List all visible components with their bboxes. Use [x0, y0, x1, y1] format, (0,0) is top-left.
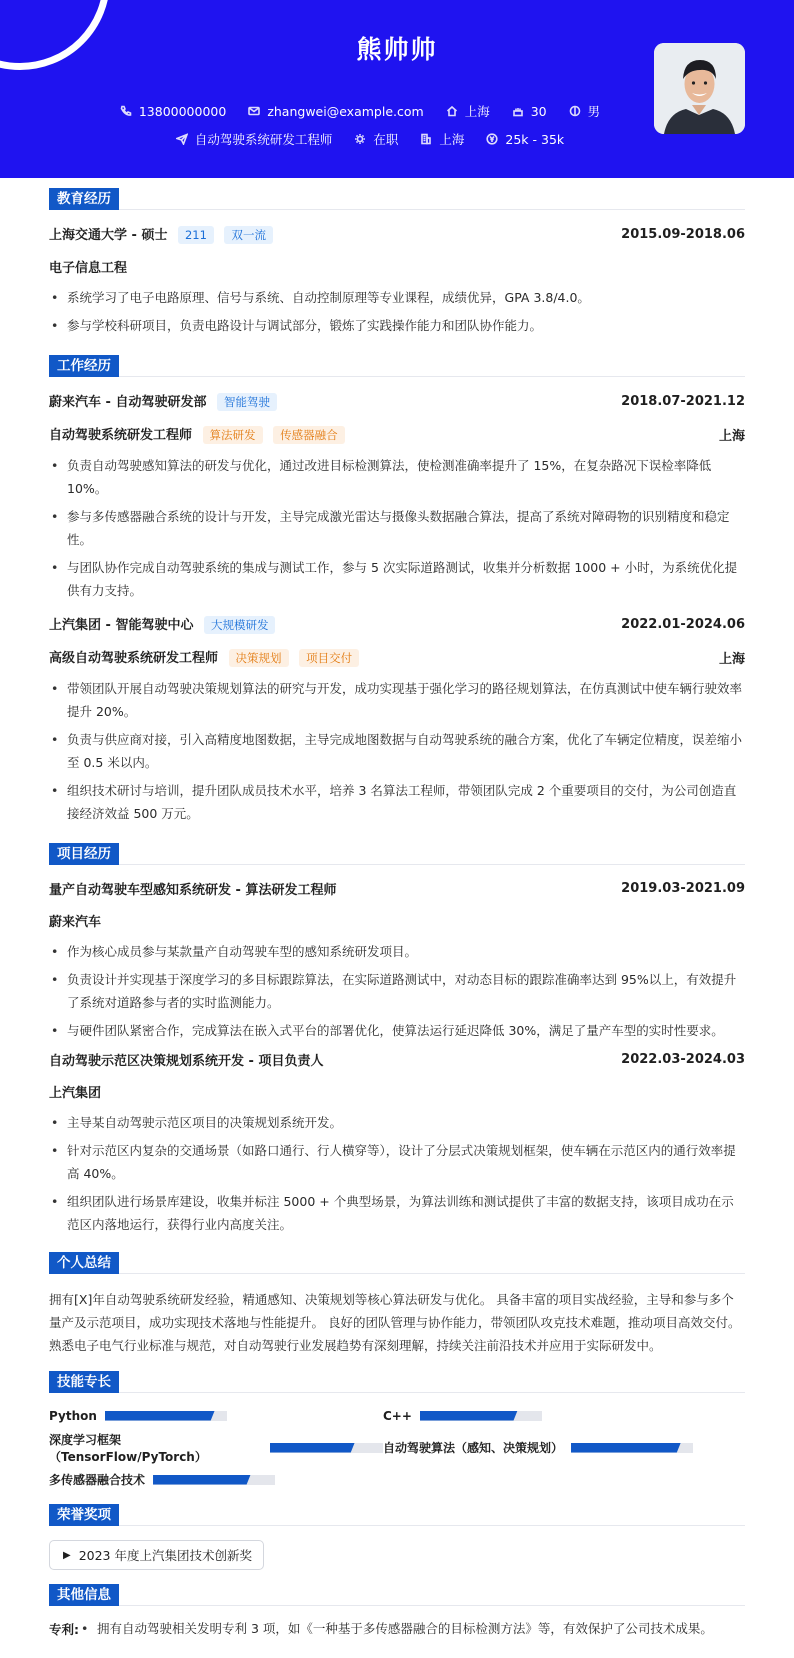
awards-header: [49, 1504, 745, 1526]
projects-header: [49, 843, 745, 865]
project-name: 量产自动驾驶车型感知系统研发 - 算法研发工程师: [49, 883, 337, 898]
section-title: 教育经历: [49, 188, 119, 210]
job-period: 2018.07-2021.12: [621, 393, 745, 409]
skill-bar-fill: [420, 1411, 518, 1421]
send-icon: [176, 133, 188, 145]
major: 电子信息工程: [49, 261, 128, 276]
gender-icon: [569, 105, 581, 117]
skill-item: [49, 1432, 383, 1464]
skill-item: [49, 1473, 383, 1486]
resume-body: [49, 178, 745, 1643]
section-title: 技能专长: [49, 1371, 119, 1393]
skills-header: [49, 1371, 745, 1393]
role-tag: 算法研发: [203, 426, 263, 444]
project-org: 蔚来汽车: [49, 915, 102, 930]
status-icon: [354, 133, 366, 145]
phone-item: [120, 102, 226, 120]
contact-row: [0, 102, 720, 120]
skills-section: [49, 1371, 745, 1486]
email-item: [248, 102, 423, 120]
mail-icon: [248, 105, 260, 117]
summary-header: [49, 1252, 745, 1274]
skill-name: C++: [383, 1408, 412, 1423]
age-icon: [512, 105, 524, 117]
list-item: • 组织团队进行场景库建设，收集并标注 5000 + 个典型场景，为算法训练和测试提供了丰富的数据支持，该项目成功在示范区内落地运行，获得行业内高度关注。: [49, 1190, 745, 1236]
status-text: 在职: [373, 132, 399, 147]
age-item: [512, 102, 547, 120]
skills-grid: [49, 1409, 745, 1486]
skill-item: [383, 1409, 717, 1422]
job-role: 高级自动驾驶系统研发工程师: [49, 651, 219, 666]
job-city: 上海: [718, 428, 745, 444]
list-item: • 作为核心成员参与某款量产自动驾驶车型的感知系统研发项目。: [49, 940, 745, 963]
role-tag: 项目交付: [299, 649, 359, 667]
work-section: [49, 355, 745, 825]
gender-text: 男: [587, 104, 601, 119]
target-city-text: 上海: [439, 132, 465, 147]
skill-bar: [420, 1411, 542, 1421]
hometown-text: 上海: [464, 104, 490, 119]
job-entry: [49, 614, 745, 825]
section-title: 项目经历: [49, 843, 119, 865]
salary-icon: [486, 133, 498, 145]
list-item: • 与硬件团队紧密合作，完成算法在嵌入式平台的部署优化，使算法运行延迟降低 30%，满足了量产车型的实时性要求。: [49, 1019, 745, 1042]
list-item: • 带领团队开展自动驾驶决策规划算法的研究与开发，成功实现基于强化学习的路径规划算法，在仿真测试中使车辆行驶效率提升 20%。: [49, 677, 745, 723]
list-item: • 主导某自动驾驶示范区项目的决策规划系统开发。: [49, 1111, 745, 1134]
section-title: 个人总结: [49, 1252, 119, 1274]
skill-bar-fill: [571, 1443, 681, 1453]
skill-item: [383, 1441, 717, 1454]
caret-right-icon: ▶: [63, 1549, 71, 1561]
resume-header: [0, 0, 794, 178]
project-name: 自动驾驶示范区决策规划系统开发 - 项目负责人: [49, 1054, 324, 1069]
salary-item: [486, 130, 564, 148]
skill-bar: [105, 1411, 227, 1421]
skill-name: 自动驾驶算法（感知、决策规划）: [383, 1441, 564, 1455]
education-period: 2015.09-2018.06: [621, 226, 745, 242]
list-item: • 负责自动驾驶感知算法的研发与优化，通过改进目标检测算法，使检测准确率提升了 15%，在复杂路况下误检率降低 10%。: [49, 454, 745, 500]
skill-name: 深度学习框架（TensorFlow/PyTorch）: [49, 1432, 207, 1464]
target-city-item: [420, 130, 464, 148]
status-item: [354, 130, 398, 148]
hometown-item: [446, 102, 490, 120]
building-icon: [420, 133, 432, 145]
section-title: 工作经历: [49, 355, 119, 377]
school-name: 上海交通大学 - 硕士: [49, 228, 168, 243]
role-tag: 传感器融合: [273, 426, 345, 444]
section-title: 荣誉奖项: [49, 1504, 119, 1526]
award-name: 2023 年度上汽集团技术创新奖: [78, 1548, 252, 1563]
skill-bar-fill: [270, 1443, 355, 1453]
skill-bar: [153, 1475, 275, 1485]
project-period: 2019.03-2021.09: [621, 881, 745, 896]
list-item: • 系统学习了电子电路原理、信号与系统、自动控制原理等专业课程，成绩优异，GPA 3.8/4.0。: [49, 286, 745, 309]
projects-section: [49, 843, 745, 1236]
job-period: 2022.01-2024.06: [621, 616, 745, 632]
age-text: 30: [530, 103, 547, 119]
school-row: [49, 224, 745, 244]
school-tag: 211: [178, 226, 214, 244]
skill-bar: [571, 1443, 693, 1453]
summary-section: [49, 1252, 745, 1357]
target-position-text: 自动驾驶系统研发工程师: [194, 132, 333, 147]
list-item: • 负责设计并实现基于深度学习的多目标跟踪算法，在实际道路测试中，对动态目标的跟踪准确率达到 95%以上，有效提升了系统对道路参与者的实时监测能力。: [49, 968, 745, 1014]
company-name: 蔚来汽车 - 自动驾驶研发部: [49, 395, 207, 410]
list-item: • 针对示范区内复杂的交通场景（如路口通行、行人横穿等），设计了分层式决策规划框架，使车辆在示范区内的通行效率提高 40%。: [49, 1139, 745, 1185]
job-city: 上海: [718, 651, 745, 667]
education-section: [49, 188, 745, 337]
other-header: [49, 1584, 745, 1606]
list-item: • 参与学校科研项目，负责电路设计与调试部分，锻炼了实践操作能力和团队协作能力。: [49, 314, 745, 337]
company-tag: 智能驾驶: [217, 393, 277, 411]
patent-row: [49, 1620, 745, 1643]
skill-name: 多传感器融合技术: [49, 1473, 146, 1487]
target-position-item: [176, 130, 333, 148]
project-entry: [49, 879, 745, 1042]
gender-item: [569, 102, 601, 120]
project-org: 上汽集团: [49, 1086, 102, 1101]
other-section: [49, 1584, 745, 1643]
list-item: • 参与多传感器融合系统的设计与开发，主导完成激光雷达与摄像头数据融合算法，提高了系统对障碍物的识别精度和稳定性。: [49, 505, 745, 551]
awards-section: [49, 1504, 745, 1570]
project-entry: [49, 1050, 745, 1236]
salary-text: 25k - 35k: [505, 131, 565, 147]
school-tag: 双一流: [224, 226, 273, 244]
role-tag: 决策规划: [229, 649, 289, 667]
skill-bar-fill: [105, 1411, 215, 1421]
award-item[interactable]: [49, 1540, 264, 1570]
job-role: 自动驾驶系统研发工程师: [49, 428, 193, 443]
work-header: [49, 355, 745, 377]
project-period: 2022.03-2024.03: [621, 1052, 745, 1067]
list-item: • 组织技术研讨与培训，提升团队成员技术水平，培养 3 名算法工程师，带领团队完成 2 个重要项目的交付，为公司创造直接经济效益 500 万元。: [49, 779, 745, 825]
job-intent-row: [30, 130, 710, 148]
email-text: zhangwei@example.com: [267, 103, 424, 119]
skill-name: Python: [49, 1408, 97, 1423]
skill-bar: [270, 1443, 383, 1453]
list-item: • 拥有自动驾驶相关发明专利 3 项，如《一种基于多传感器融合的目标检测方法》等，有效保护了公司技术成果。: [79, 1620, 745, 1638]
skill-item: [49, 1409, 383, 1422]
candidate-name: 熊帅帅: [356, 35, 438, 64]
job-entry: [49, 391, 745, 602]
company-name: 上汽集团 - 智能驾驶中心: [49, 618, 194, 633]
list-item: • 与团队协作完成自动驾驶系统的集成与测试工作，参与 5 次实际道路测试，收集并分析数据 1000 + 小时，为系统优化提供有力支持。: [49, 556, 745, 602]
profile-photo: [654, 43, 745, 134]
home-icon: [446, 105, 458, 117]
summary-text: 拥有[X]年自动驾驶系统研发经验，精通感知、决策规划等核心算法研发与优化。 具备丰富的项目实战经验，主导和参与多个量产及示范项目，成功实现技术落地与性能提升。 良好的团队管理与协作能力，带领团队攻克技术难题，推动项目高效交付。 熟悉电子电气行业标准与规范，对自动驾驶行业发展趋势有深刻理解，持续关注前沿技术并应用于实际研发中。: [49, 1292, 741, 1353]
list-item: • 负责与供应商对接，引入高精度地图数据，主导完成地图数据与自动驾驶系统的融合方案，优化了车辆定位精度，误差缩小至 0.5 米以内。: [49, 728, 745, 774]
skill-bar-fill: [153, 1475, 251, 1485]
patent-label: 专利:: [49, 1622, 79, 1637]
section-title: 其他信息: [49, 1584, 119, 1606]
education-header: [49, 188, 745, 210]
phone-text: 13800000000: [138, 103, 227, 119]
company-tag: 大规模研发: [204, 616, 276, 634]
phone-icon: [120, 105, 132, 117]
